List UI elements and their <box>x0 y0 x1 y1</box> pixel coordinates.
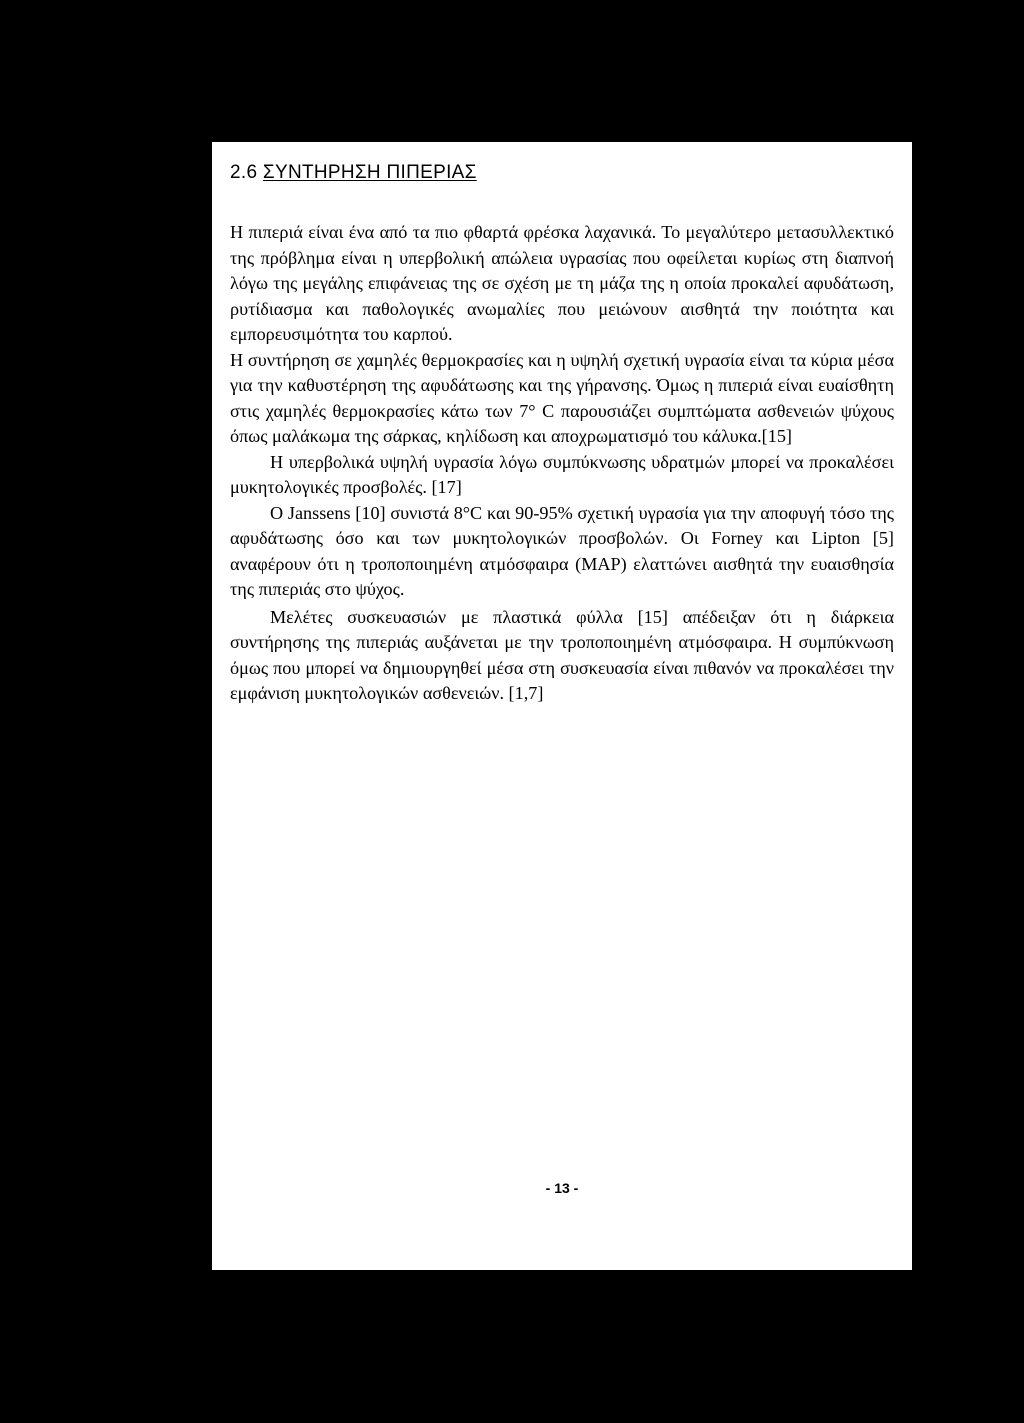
page-number: - 13 - <box>545 1180 579 1196</box>
paragraph-packaging: Μελέτες συσκευασιών με πλαστικά φύλλα [15] απέδειξαν ότι η διάρκεια συντήρησης της πιπεριάς αυξάνεται με την τροποποιημένη ατμόσφαιρα. Η συμπύκνωση όμως που μπορεί να δημιουργηθεί μέσα στη συσκευασία είναι πιθανόν να προκαλέσει την εμφάνιση μυκητολογικών ασθενειών. [1,7] <box>230 606 894 703</box>
document-body <box>230 220 894 707</box>
section-number: 2.6 <box>230 162 258 183</box>
paragraph-humidity: Η υπερβολικά υψηλή υγρασία λόγω συμπύκνωσης υδρατμών μπορεί να προκαλέσει μυκητολογικές προσβολές. [17] <box>230 451 894 497</box>
section-title: ΣΥΝΤΗΡΗΣΗ ΠΙΠΕΡΙΑΣ <box>262 162 477 183</box>
paragraph-janssens: Ο Janssens [10] συνιστά 8°C και 90-95% σχετική υγρασία για την αποφυγή τόσο της αφυδάτωσης όσο και των μυκητολογικών προσβολών. Οι Forney και Lipton [5] αναφέρουν ότι η τροποποιημένη ατμόσφαιρα (MAP) ελαττώνει αισθητά την ευαισθησία της πιπεριάς στο ψύχος. <box>230 502 894 599</box>
paragraph-cold-storage: Η συντήρηση σε χαμηλές θερμοκρασίες και η υψηλή σχετική υγρασία είναι τα κύρια μέσα για την καθυστέρηση της αφυδάτωσης και της γήρανσης. Όμως η πιπεριά είναι ευαίσθητη στις χαμηλές θερμοκρασίες κάτω των 7° C παρουσιάζει συμπτώματα ασθενειών ψύχους όπως μαλάκωμα της σάρκας, κηλίδωση και αποχρωματισμό του κάλυκα.[15] <box>230 349 894 446</box>
document-page <box>212 142 912 1270</box>
section-heading <box>230 162 477 184</box>
paragraph-intro: Η πιπεριά είναι ένα από τα πιο φθαρτά φρέσκα λαχανικά. Το μεγαλύτερο μετασυλλεκτικό της πρόβλημα είναι η υπερβολική απώλεια υγρασίας που οφείλεται κυρίως στη διαπνοή λόγω της μεγάλης επιφάνειας της σε σχέση με τη μάζα της η οποία προκαλεί αφυδάτωση, ρυτίδιασμα και παθολογικές ανωμαλίες που μειώνουν αισθητά την ποιότητα και εμπορευσιμότητα του καρπού. <box>230 222 894 344</box>
